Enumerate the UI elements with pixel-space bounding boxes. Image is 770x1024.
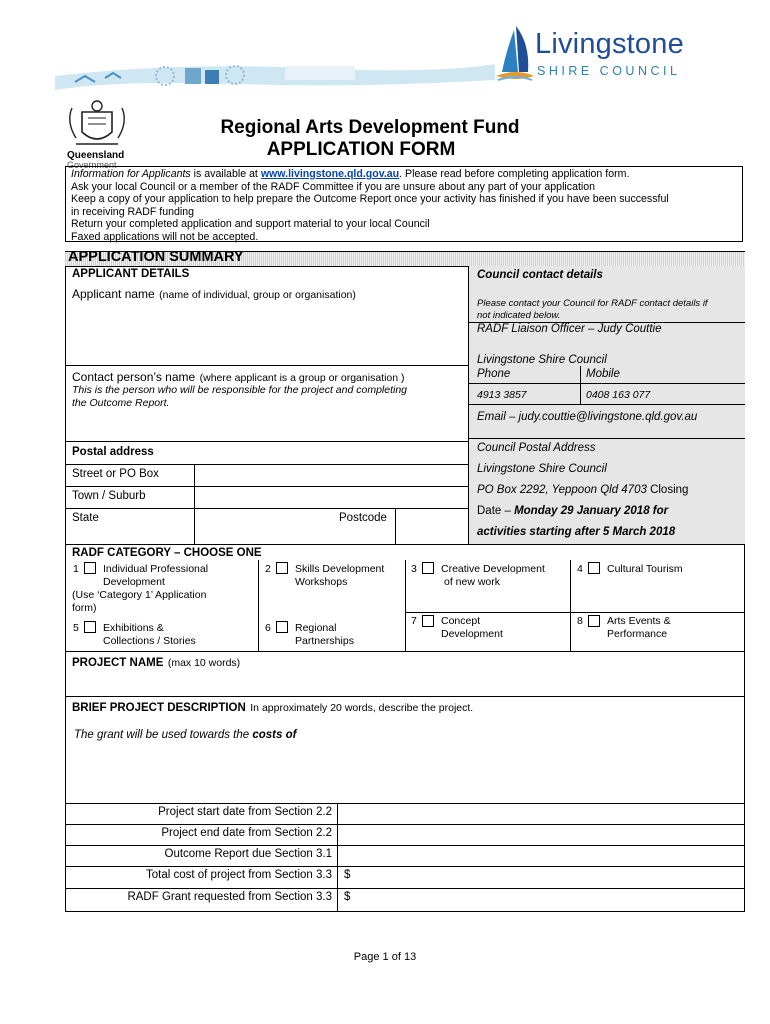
qld-government-label: Government [67, 160, 117, 170]
category-5-checkbox[interactable] [84, 621, 96, 633]
project-name-note: (max 10 words) [167, 657, 241, 669]
date-prefix: Date – [477, 505, 515, 517]
project-description-label: BRIEF PROJECT DESCRIPTION [72, 702, 246, 714]
council-logo-subtitle: SHIRE COUNCIL [537, 64, 681, 78]
category-number: 1 [73, 563, 79, 575]
project-name-field[interactable] [72, 653, 240, 671]
council-name: Livingstone Shire Council [477, 354, 607, 366]
info-text: is available at [190, 168, 261, 180]
activities-note: activities starting after 5 March 2018 [477, 526, 676, 538]
info-text: . Please read before completing application form. [399, 168, 630, 180]
summary-title: APPLICATION SUMMARY [68, 249, 244, 265]
phone-label: Phone [477, 368, 511, 380]
mobile-label: Mobile [586, 368, 620, 380]
applicant-details-heading: APPLICANT DETAILS [72, 268, 190, 280]
category-label: Regional [295, 622, 337, 634]
applicant-name-label: Applicant name [72, 287, 155, 301]
closing-date [477, 505, 668, 517]
grant-usage-text[interactable] [74, 729, 296, 741]
page-number: Page 1 of 13 [353, 951, 417, 963]
category-3-checkbox[interactable] [422, 562, 434, 574]
info-line: Faxed applications will not be accepted. [71, 230, 259, 243]
total-cost-currency[interactable]: $ [344, 869, 351, 881]
category-number: 8 [577, 615, 583, 627]
council-contact-note: Please contact your Council for RADF contact details if [477, 298, 708, 309]
category-number: 5 [73, 622, 79, 634]
category-1-checkbox[interactable] [84, 562, 96, 574]
category-label: Individual Professional [103, 563, 209, 575]
council-email[interactable]: Email – judy.couttie@livingstone.qld.gov.au [477, 411, 698, 423]
category-label: Skills Development [295, 563, 385, 575]
contact-note: the Outcome Report. [72, 397, 170, 409]
grant-prefix: The grant will be used towards the [74, 729, 253, 741]
category-4-checkbox[interactable] [588, 562, 600, 574]
postcode-label: Postcode [339, 512, 387, 524]
project-start-label: Project start date from Section 2.2 [158, 806, 332, 818]
state-label: State [72, 512, 99, 524]
category-label: Concept [441, 615, 481, 627]
town-label: Town / Suburb [72, 490, 146, 502]
category-number: 3 [411, 563, 417, 575]
category-label: Development [441, 628, 503, 640]
category-label: Cultural Tourism [607, 563, 683, 575]
info-label: Information for Applicants [71, 168, 191, 180]
liaison-officer: RADF Liaison Officer – Judy Couttie [477, 323, 662, 335]
street-label: Street or PO Box [72, 468, 159, 480]
outcome-report-label: Outcome Report due Section 3.1 [164, 848, 332, 860]
council-logo-name: Livingstone [535, 28, 684, 60]
postcode-input[interactable] [396, 509, 468, 544]
category-2-checkbox[interactable] [276, 562, 288, 574]
category-7-checkbox[interactable] [422, 615, 434, 627]
project-description-note: In approximately 20 words, describe the project. [250, 702, 474, 714]
postal-address-label: Postal address [72, 446, 154, 458]
category-label: Collections / Stories [103, 635, 196, 647]
form-title: Regional Arts Development Fund [220, 117, 520, 138]
category-label: Performance [607, 628, 668, 640]
category-number: 6 [265, 622, 271, 634]
info-line: Keep a copy of your application to help prepare the Outcome Report once your activity has finished if you have been successful [71, 193, 669, 206]
project-start-input[interactable] [338, 804, 744, 824]
info-line: Ask your local Council or a member of the RADF Committee if you are unsure about any part of your application [71, 180, 596, 193]
project-description-field[interactable] [72, 698, 473, 716]
info-line: in receiving RADF funding [71, 205, 195, 218]
category-6-checkbox[interactable] [276, 621, 288, 633]
project-end-input[interactable] [338, 825, 744, 845]
council-contact-note: not indicated below. [477, 310, 561, 321]
category-number: 2 [265, 563, 271, 575]
category-number: 4 [577, 563, 583, 575]
category-label: of new work [444, 576, 501, 588]
category-heading: RADF CATEGORY – CHOOSE ONE [72, 547, 262, 559]
category-number: 7 [411, 615, 417, 627]
street-input[interactable] [195, 465, 468, 486]
category-8-checkbox[interactable] [588, 615, 600, 627]
council-postal-heading: Council Postal Address [477, 442, 596, 454]
date-value: Monday 29 January 2018 for [514, 505, 669, 517]
council-postal-name: Livingstone Shire Council [477, 463, 607, 475]
category-label: Workshops [295, 576, 348, 588]
applicant-info-box [65, 166, 743, 242]
council-website-link[interactable]: www.livingstone.qld.gov.au [260, 168, 400, 180]
category-label: Partnerships [295, 635, 354, 647]
outcome-report-input[interactable] [338, 846, 744, 866]
po-box-text: PO Box 2292, Yeppoon Qld 4703 [477, 484, 647, 496]
category-label: (Use ‘Category 1’ Application [72, 589, 207, 601]
grant-requested-label: RADF Grant requested from Section 3.3 [127, 891, 332, 903]
applicant-name-field[interactable] [72, 285, 356, 303]
council-po-box [477, 484, 688, 496]
header-banner-graphic [55, 58, 495, 98]
closing-text: Closing [646, 484, 689, 496]
form-subtitle: APPLICATION FORM [266, 139, 456, 160]
mobile-value: 0408 163 077 [586, 389, 651, 401]
project-end-label: Project end date from Section 2.2 [161, 827, 332, 839]
category-label: form) [72, 602, 97, 614]
contact-name-label: Contact person’s name [72, 370, 196, 384]
category-label: Creative Development [441, 563, 545, 575]
phone-value: 4913 3857 [477, 389, 527, 401]
state-input[interactable] [195, 509, 329, 544]
applicant-name-note: (name of individual, group or organisation) [159, 289, 356, 301]
category-label: Arts Events & [607, 615, 671, 627]
total-cost-label: Total cost of project from Section 3.3 [145, 869, 332, 881]
info-line: Return your completed application and support material to your local Council [71, 218, 430, 231]
contact-note: This is the person who will be responsible for the project and completing [72, 384, 408, 396]
category-label: Development [103, 576, 165, 588]
grant-requested-currency[interactable]: $ [344, 891, 351, 903]
town-input[interactable] [195, 487, 468, 508]
project-name-label: PROJECT NAME [72, 657, 164, 669]
council-contact-heading: Council contact details [477, 269, 603, 281]
grant-bold: costs of [252, 729, 297, 741]
contact-name-note: (where applicant is a group or organisation ) [199, 372, 405, 384]
category-label: Exhibitions & [103, 622, 164, 634]
qld-government-name: Queensland [67, 150, 125, 161]
